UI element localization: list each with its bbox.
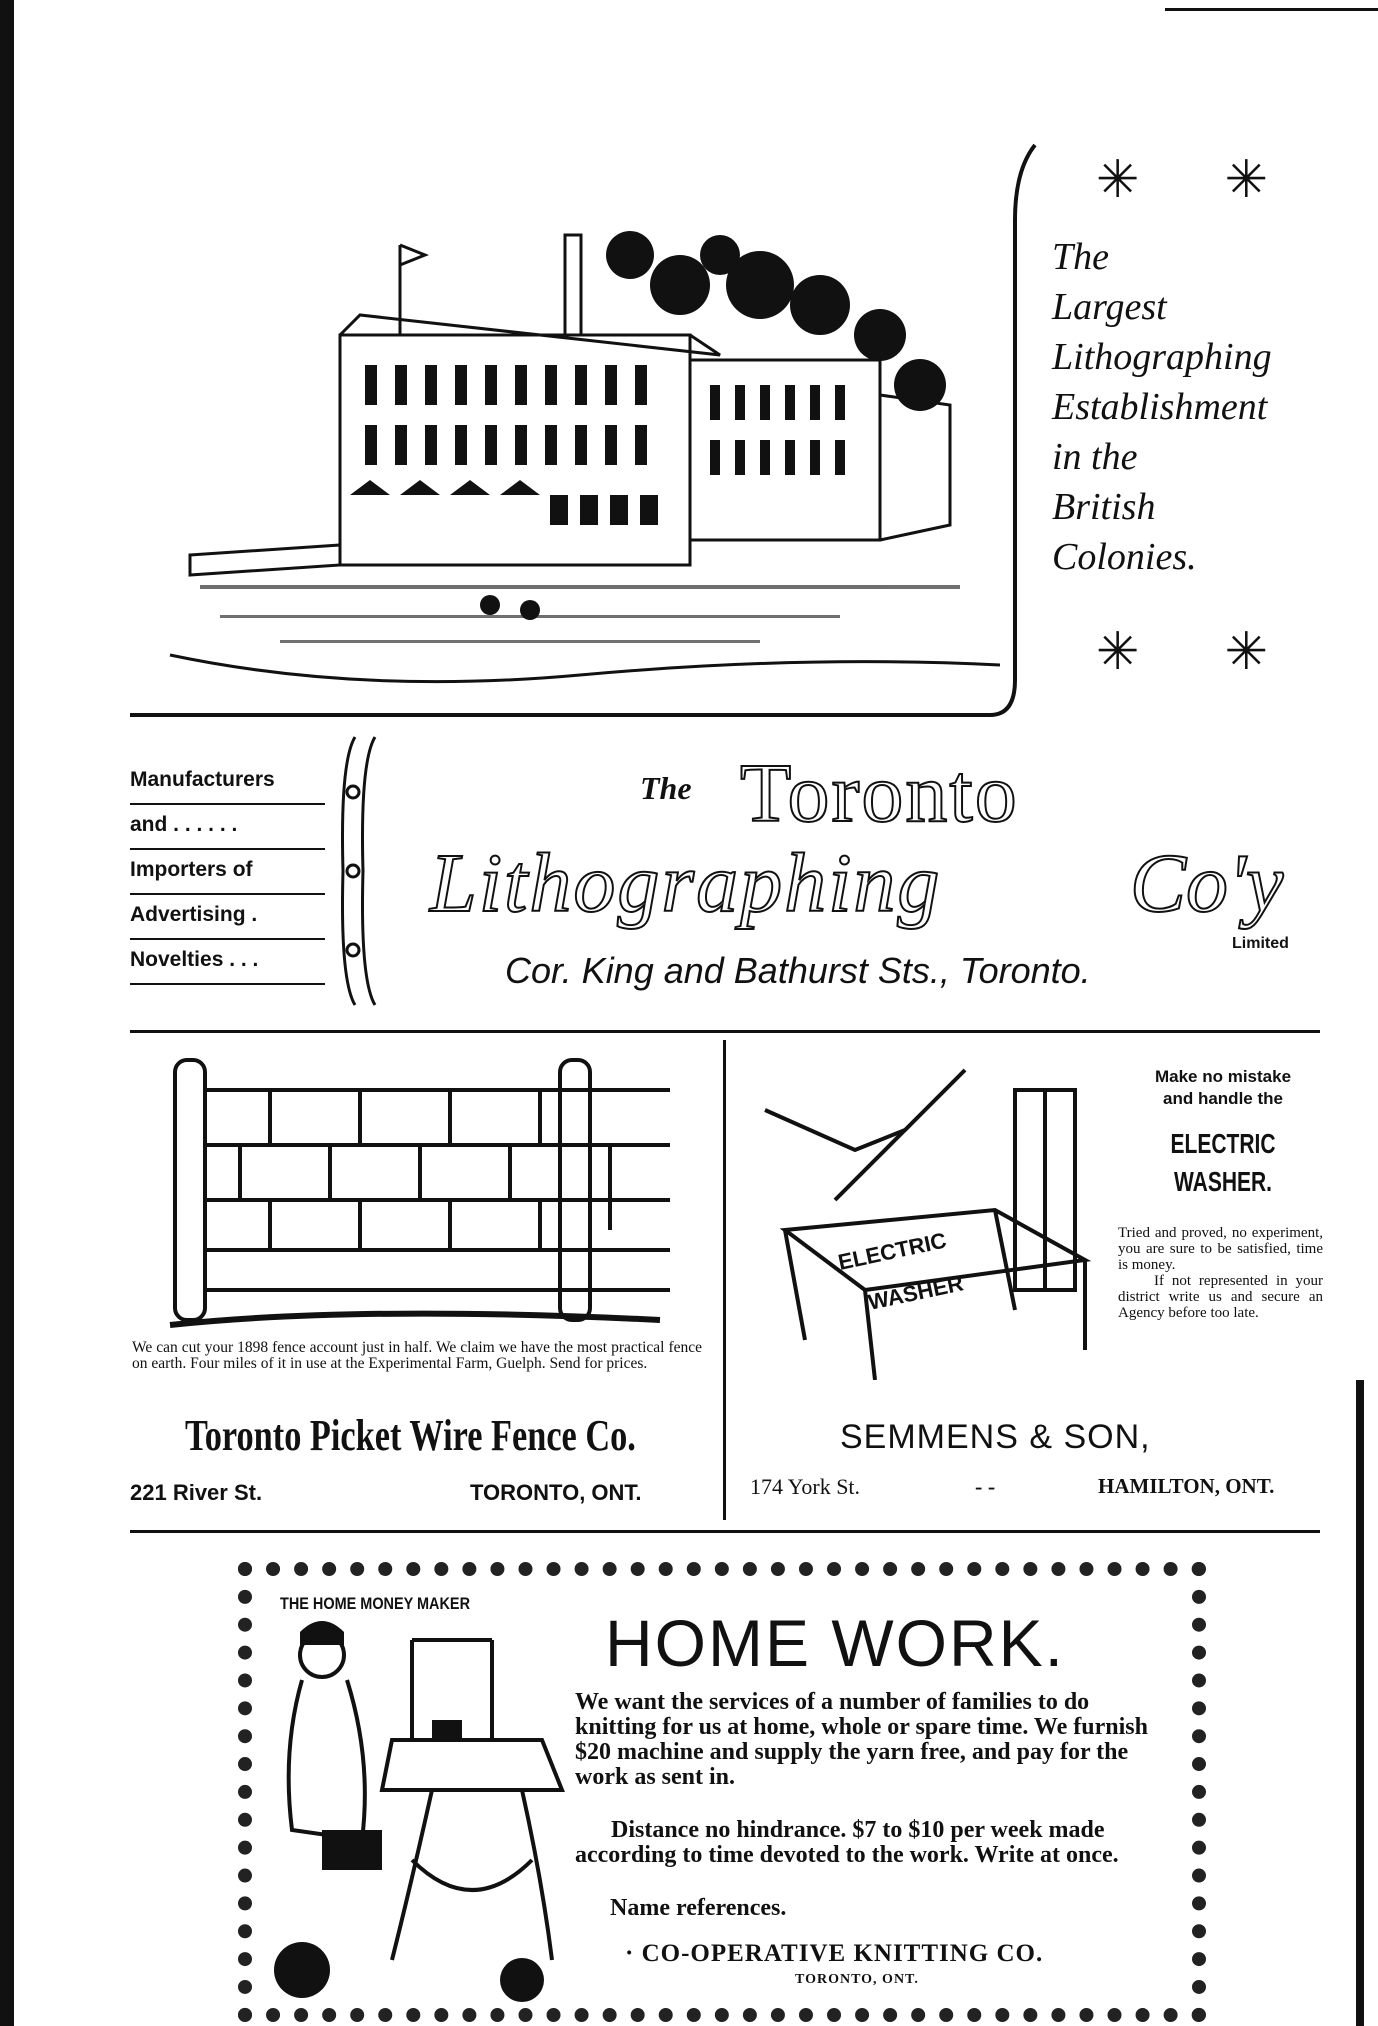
fence-address-street: 221 River St.: [130, 1480, 263, 1505]
list-item: Novelties . . .: [130, 940, 325, 985]
title-toronto: Toronto: [740, 747, 1019, 840]
home-work-paragraph: We want the services of a number of families to do knitting for us at home, whole or spare time. We furnish $20 machine and supply the yarn free, and pay for the work as sent in.: [575, 1689, 1148, 1790]
asterism-top: ✳ ✳: [1095, 152, 1305, 209]
illustration-frame: [120, 140, 1040, 720]
washer-text-1: Tried and proved, no experiment, you are sure to be satisfied, time is money.: [1118, 1225, 1323, 1273]
washer-company-name: SEMMENS & SON,: [840, 1418, 1151, 1456]
washer-headline-line: and handle the: [1163, 1089, 1283, 1108]
home-work-references: Name references.: [610, 1895, 787, 1921]
wire-fence-illustration: [160, 1050, 680, 1340]
tagline-line: British: [1052, 486, 1156, 528]
washer-headline: [1118, 1066, 1328, 1110]
company-address: Cor. King and Bathurst Sts., Toronto.: [505, 950, 1091, 991]
fence-address-city: TORONTO, ONT.: [470, 1480, 642, 1505]
section-divider: [130, 1030, 1320, 1033]
asterism-bottom: ✳ ✳: [1095, 624, 1305, 681]
title-the: The: [640, 770, 692, 806]
washer-product-line: WASHER.: [1173, 1166, 1273, 1197]
tagline-line: in the: [1052, 436, 1138, 478]
decorative-brace-icon: [335, 732, 385, 1010]
electric-washer-illustration: [745, 1050, 1115, 1380]
washer-headline-line: Make no mistake: [1154, 1067, 1292, 1086]
list-item: and . . . . . .: [130, 805, 325, 850]
tagline-line: Colonies.: [1052, 536, 1197, 578]
list-item: Importers of: [130, 850, 325, 895]
tagline-line: Establishment: [1052, 386, 1268, 428]
tagline-line: The: [1052, 236, 1109, 278]
tagline-line: Lithographing: [1052, 336, 1272, 378]
home-work-paragraph: Distance no hindrance. $7 to $10 per week made according to time devoted to the work. Write at once.: [575, 1817, 1119, 1868]
fence-ad-text: We can cut your 1898 fence account just in half. We claim we have the most practical fence on earth. Four miles of it in use at the Experimental Farm, Guelph. Send for prices.: [132, 1339, 702, 1372]
list-item: Advertising .: [130, 895, 325, 940]
washer-illus-label: WASHER: [865, 1270, 966, 1315]
tagline-block: [1040, 150, 1360, 710]
washer-address-dashes: - -: [975, 1474, 996, 1499]
knitting-company-city: TORONTO, ONT.: [795, 1972, 919, 1987]
limited-label: Limited: [1232, 935, 1289, 952]
home-money-maker-caption: THE HOME MONEY MAKER: [280, 1594, 471, 1613]
left-edge-rule: [0, 0, 14, 2026]
washer-product-line: ELECTRIC: [1170, 1128, 1276, 1159]
column-divider: [723, 1040, 726, 1520]
knitting-company-name: · CO-OPERATIVE KNITTING CO.: [625, 1940, 1044, 1967]
right-edge-rule: [1356, 1380, 1364, 2026]
washer-illus-label: ELECTRIC: [835, 1227, 949, 1275]
washer-address-street: 174 York St.: [750, 1474, 861, 1499]
washer-product-name: [1144, 1125, 1302, 1201]
knitting-woman-illustration: [262, 1600, 572, 2005]
product-list: [130, 760, 325, 985]
list-item: Manufacturers: [130, 760, 325, 805]
section-divider: [130, 1530, 1320, 1533]
title-coy: Co'y: [1130, 837, 1284, 930]
washer-address-city: HAMILTON, ONT.: [1098, 1474, 1275, 1498]
tagline-line: Largest: [1052, 286, 1167, 328]
fence-company-name: Toronto Picket Wire Fence Co.: [185, 1411, 636, 1460]
washer-body: [1118, 1225, 1323, 1321]
top-rule: [1165, 8, 1378, 11]
title-lithographing: Lithographing: [430, 837, 942, 930]
home-work-title: HOME WORK.: [605, 1606, 1065, 1680]
washer-text-2: If not represented in your district write us and secure an Agency before too late.: [1118, 1273, 1323, 1321]
